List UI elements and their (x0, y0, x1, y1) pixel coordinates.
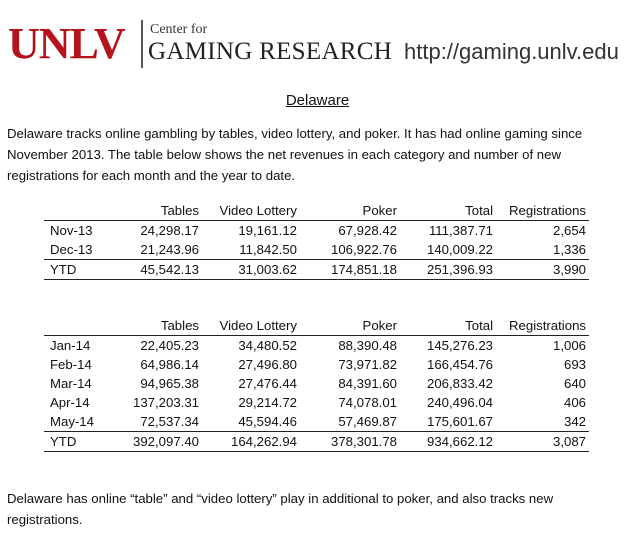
table-cell: 1,006 (552, 338, 586, 353)
table-cell: 27,496.80 (238, 357, 297, 372)
table-cell: 2,654 (552, 223, 586, 238)
table-cell: 57,469.87 (338, 414, 397, 429)
table-cell: 94,965.38 (140, 376, 199, 391)
table-header-row (44, 316, 589, 336)
table-cell: 84,391.60 (338, 376, 397, 391)
table-cell: 406 (563, 395, 586, 410)
month-cell: Mar-14 (50, 376, 92, 391)
outro-paragraph: Delaware has online “table” and “video lottery” play in additional to poker, and also tracks new registrations. (7, 491, 554, 527)
intro-paragraph: Delaware tracks online gambling by tables, video lottery, and poker. It has had online gaming since November 2013. The table below shows the net revenues in each category and number of new registrations for each month and the year to date. (7, 126, 583, 183)
table-row (44, 374, 589, 393)
column-header: Video Lottery (219, 203, 297, 218)
table-cell: 24,298.17 (140, 223, 199, 238)
table-cell: 34,480.52 (238, 338, 297, 353)
month-cell: Feb-14 (50, 357, 92, 372)
table-cell: 240,496.04 (426, 395, 493, 410)
month-cell: Nov-13 (50, 223, 93, 238)
table-cell: 111,387.71 (428, 223, 493, 238)
table-cell: 174,851.18 (330, 262, 397, 277)
table-cell: 3,990 (552, 262, 586, 277)
column-header (44, 316, 110, 336)
revenue-table-2014 (44, 316, 589, 452)
month-cell: Apr-14 (50, 395, 90, 410)
column-header: Poker (362, 318, 397, 333)
table-cell: 3,087 (552, 434, 586, 449)
table-cell: 140,009.22 (426, 242, 493, 257)
table-cell: 378,301.78 (330, 434, 397, 449)
month-cell: Jan-14 (50, 338, 91, 353)
column-header: Tables (160, 318, 199, 333)
table-cell: 88,390.48 (338, 338, 397, 353)
table-cell: 145,276.23 (426, 338, 493, 353)
month-cell: May-14 (50, 414, 94, 429)
column-header: Total (465, 318, 493, 333)
table-cell: 106,922.76 (330, 242, 397, 257)
table-row (44, 355, 589, 374)
table-cell: 67,928.42 (338, 223, 397, 238)
unlv-logo[interactable]: UNLV (8, 19, 125, 68)
column-header: Total (465, 203, 493, 218)
table-cell: 72,537.34 (140, 414, 199, 429)
table-cell: 392,097.40 (132, 434, 199, 449)
column-header (44, 201, 110, 221)
page-title: Delaware (285, 92, 350, 109)
table-cell: 693 (563, 357, 586, 372)
table-cell: 934,662.12 (426, 434, 493, 449)
table-cell: 640 (563, 376, 586, 391)
ytd-row (44, 260, 589, 280)
table-cell: 166,454.76 (426, 357, 493, 372)
table-cell: 73,971.82 (338, 357, 397, 372)
header (0, 0, 635, 90)
table-cell: 342 (563, 414, 586, 429)
table-cell: 11,842.50 (239, 242, 297, 257)
column-header: Video Lottery (219, 318, 297, 333)
table-cell: 45,594.46 (238, 414, 297, 429)
table-row (44, 412, 589, 432)
table-cell: 21,243.96 (140, 242, 199, 257)
center-for-label: Center for (150, 22, 208, 37)
month-cell: Dec-13 (50, 242, 93, 257)
table-cell: 137,203.31 (132, 395, 199, 410)
table-row (44, 221, 589, 241)
table-cell: 175,601.67 (426, 414, 493, 429)
table-cell: 27,476.44 (238, 376, 297, 391)
table-cell: 1,336 (552, 242, 586, 257)
site-url-link[interactable]: http://gaming.unlv.edu (404, 39, 619, 64)
table-cell: 29,214.72 (238, 395, 297, 410)
table-cell: 45,542.13 (140, 262, 199, 277)
table-cell: 31,003.62 (238, 262, 297, 277)
table-header-row (44, 201, 589, 221)
ytd-label: YTD (50, 262, 77, 277)
table-row (44, 393, 589, 412)
table-cell: 164,262.94 (230, 434, 297, 449)
ytd-row (44, 432, 589, 452)
gaming-research-label: GAMING RESEARCH (148, 38, 393, 65)
logo-divider (141, 20, 143, 68)
table-cell: 251,396.93 (426, 262, 493, 277)
column-header: Tables (160, 203, 199, 218)
table-cell: 74,078.01 (338, 395, 397, 410)
column-header: Registrations (509, 203, 586, 218)
table-cell: 19,161.12 (238, 223, 297, 238)
table-row (44, 240, 589, 260)
column-header: Poker (362, 203, 397, 218)
revenue-table-2013 (44, 201, 589, 280)
table-cell: 206,833.42 (426, 376, 493, 391)
table-cell: 64,986.14 (140, 357, 199, 372)
column-header: Registrations (509, 318, 586, 333)
ytd-label: YTD (50, 434, 77, 449)
table-cell: 22,405.23 (140, 338, 199, 353)
table-row (44, 336, 589, 356)
